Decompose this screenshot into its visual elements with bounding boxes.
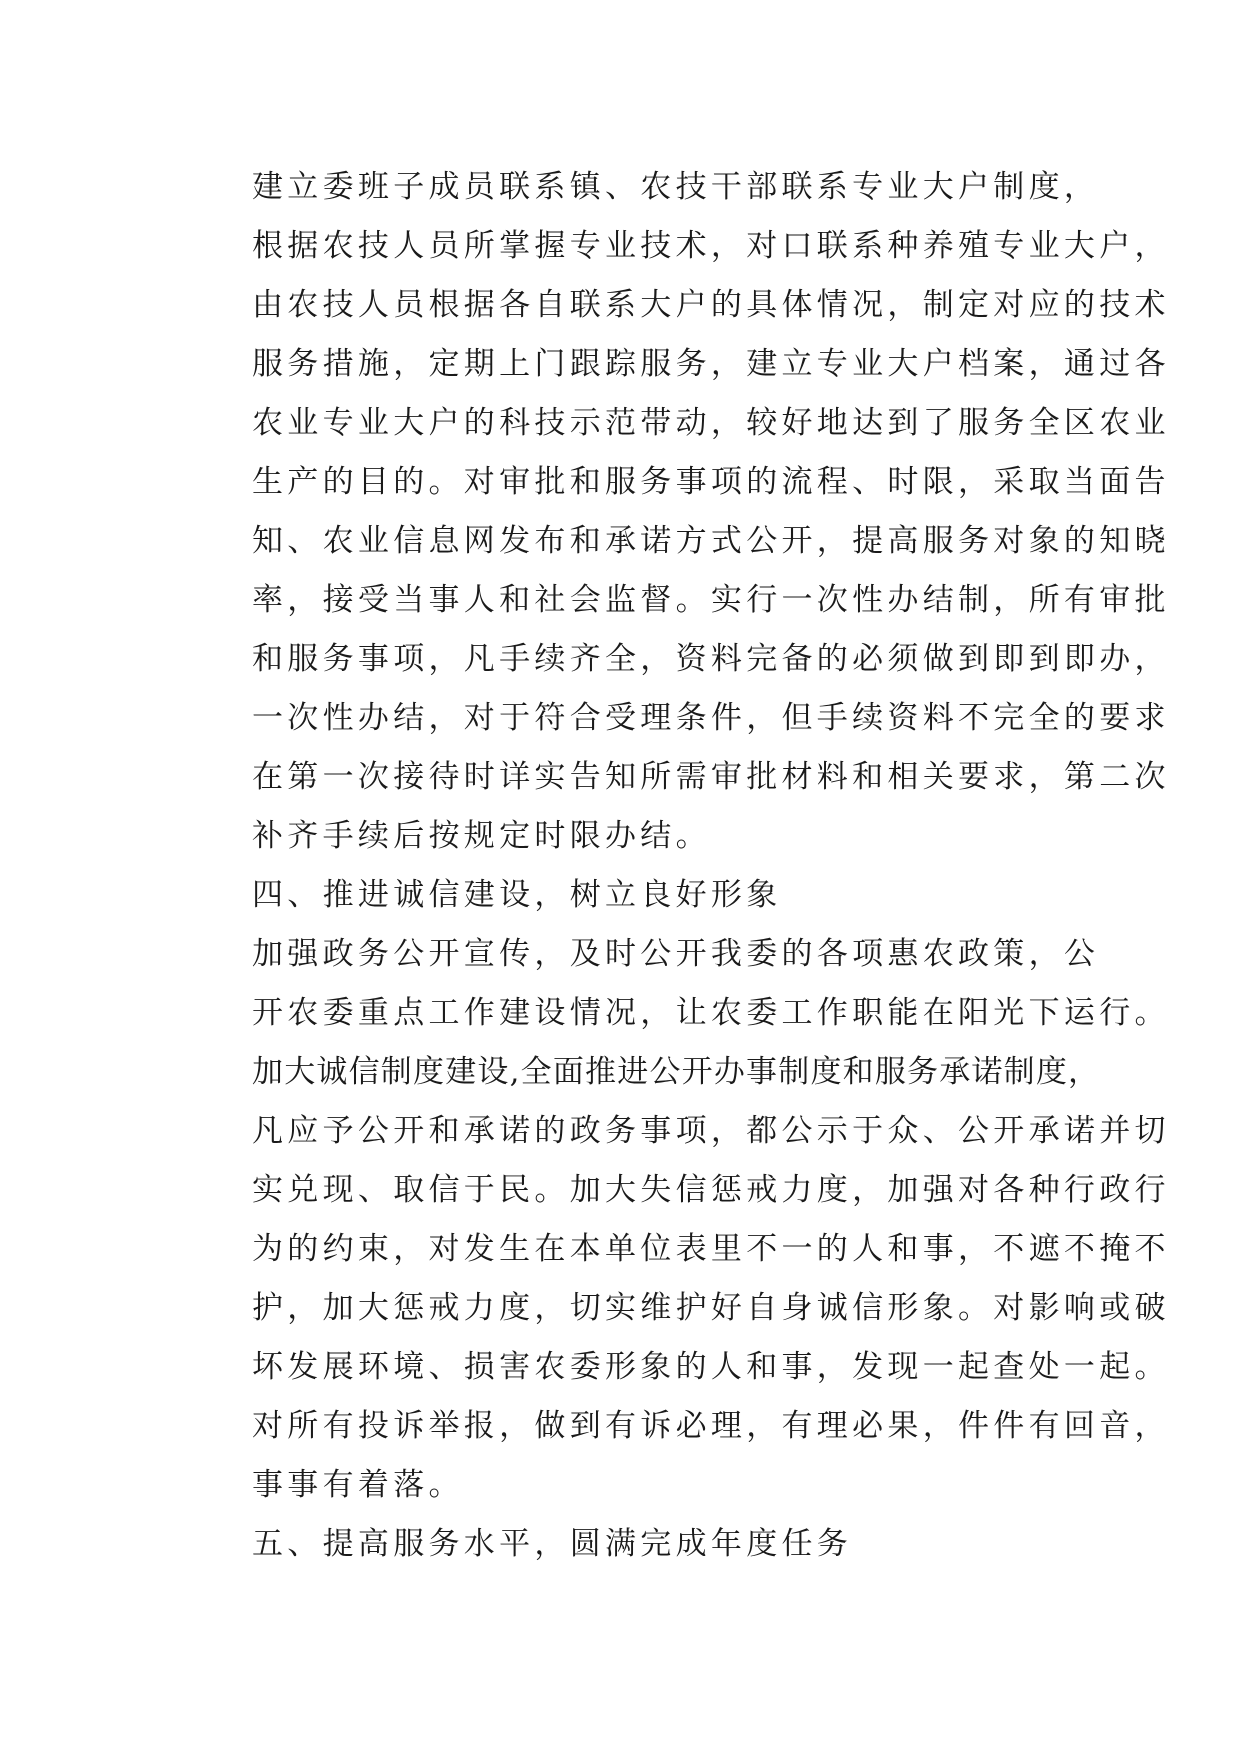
text-line: 农业专业大户的科技示范带动，较好地达到了服务全区农业 xyxy=(252,405,1170,441)
text-line: 补齐手续后按规定时限办结。 xyxy=(252,818,711,854)
text-line: 加大诚信制度建设,全面推进公开办事制度和服务承诺制度， xyxy=(252,1054,1101,1090)
text-line: 生产的目的。对审批和服务事项的流程、时限，采取当面告 xyxy=(252,464,1170,500)
text-line: 服务措施，定期上门跟踪服务，建立专业大户档案，通过各 xyxy=(252,346,1170,382)
document-body xyxy=(190,158,1170,1574)
text-line: 由农技人员根据各自联系大户的具体情况，制定对应的技术 xyxy=(252,287,1170,323)
text-line: 和服务事项，凡手续齐全，资料完备的必须做到即到即办， xyxy=(252,641,1170,677)
text-line: 为的约束，对发生在本单位表里不一的人和事，不遮不掩不 xyxy=(252,1231,1170,1267)
paragraph-contact-system xyxy=(190,158,1170,866)
paragraph-integrity xyxy=(190,925,1170,1515)
text-line: 事事有着落。 xyxy=(252,1467,464,1503)
text-line: 根据农技人员所掌握专业技术，对口联系种养殖专业大户， xyxy=(252,228,1170,264)
section-heading-4: 四、推进诚信建设，树立良好形象 xyxy=(252,877,782,913)
text-line: 坏发展环境、损害农委形象的人和事，发现一起查处一起。 xyxy=(252,1349,1170,1385)
text-line: 护，加大惩戒力度，切实维护好自身诚信形象。对影响或破 xyxy=(252,1290,1170,1326)
text-line: 在第一次接待时详实告知所需审批材料和相关要求，第二次 xyxy=(252,759,1170,795)
text-line: 建立委班子成员联系镇、农技干部联系专业大户制度， xyxy=(252,169,1100,205)
text-line: 开农委重点工作建设情况，让农委工作职能在阳光下运行。 xyxy=(252,995,1170,1031)
text-line: 加强政务公开宣传，及时公开我委的各项惠农政策，公 xyxy=(252,936,1100,972)
text-line: 对所有投诉举报，做到有诉必理，有理必果，件件有回音， xyxy=(252,1408,1170,1444)
text-line: 凡应予公开和承诺的政务事项，都公示于众、公开承诺并切 xyxy=(252,1113,1170,1149)
text-line: 实兑现、取信于民。加大失信惩戒力度，加强对各种行政行 xyxy=(252,1172,1170,1208)
text-line: 一次性办结，对于符合受理条件，但手续资料不完全的要求 xyxy=(252,700,1170,736)
text-line: 率，接受当事人和社会监督。实行一次性办结制，所有审批 xyxy=(252,582,1170,618)
section-heading-5: 五、提高服务水平，圆满完成年度任务 xyxy=(252,1526,853,1562)
text-line: 知、农业信息网发布和承诺方式公开，提高服务对象的知晓 xyxy=(252,523,1170,559)
